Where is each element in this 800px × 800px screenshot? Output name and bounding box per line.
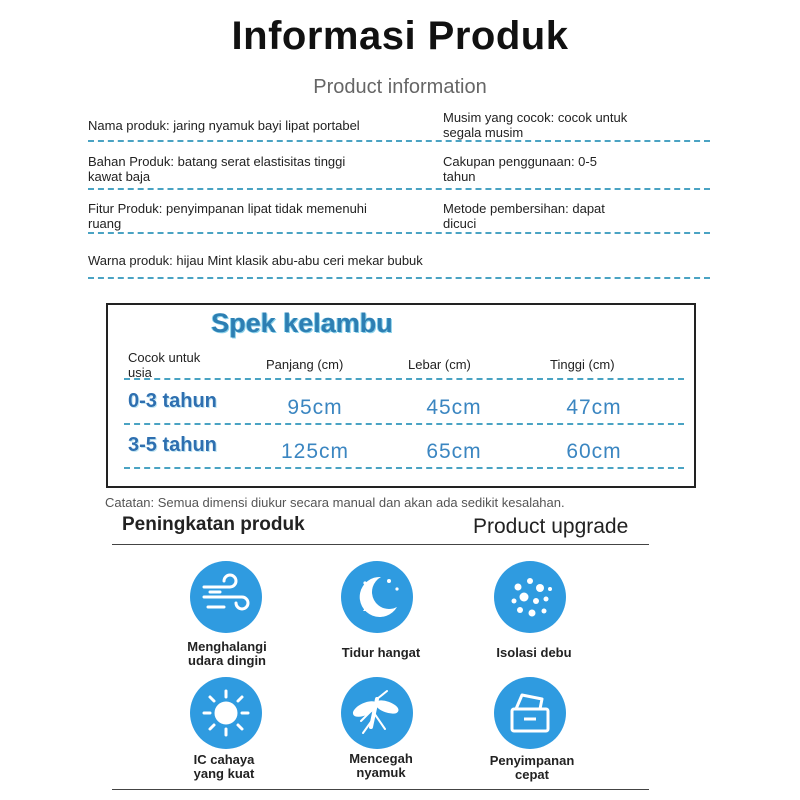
info-cakupan-line1: Cakupan penggunaan: 0-5: [443, 154, 597, 169]
info-fitur-line1: Fitur Produk: penyimpanan lipat tidak memenuhi: [88, 201, 367, 216]
col-header-length: Panjang (cm): [266, 357, 344, 372]
wind-icon: [190, 561, 262, 633]
info-metode: [443, 201, 605, 231]
feature-label: [154, 753, 294, 781]
info-fitur-line2: ruang: [88, 216, 122, 231]
info-cakupan-line2: tahun: [443, 169, 476, 184]
feature-label-line1: Mencegah: [349, 751, 413, 766]
col-header-width: Lebar (cm): [408, 357, 471, 372]
feature-label-line1: Menghalangi: [187, 639, 267, 654]
spec-title: Spek kelambu: [211, 308, 393, 338]
sun-icon: [190, 677, 262, 749]
dust-icon: [494, 561, 566, 633]
row-height: 47cm: [566, 396, 622, 419]
divider: [124, 378, 684, 380]
divider: [124, 423, 684, 425]
divider: [88, 232, 710, 234]
moon-stars-icon: [341, 561, 413, 633]
storage-box-icon: [494, 677, 566, 749]
col-header-age-line1: Cocok untuk: [128, 350, 201, 365]
info-musim-line1: Musim yang cocok: cocok untuk: [443, 110, 628, 125]
feature-label: Tidur hangat: [341, 645, 421, 660]
feature-label: [462, 754, 602, 782]
col-header-age: [128, 350, 200, 380]
page-title: Informasi Produk: [231, 14, 569, 58]
measurement-note: Catatan: Semua dimensi diukur secara manual dan akan ada sedikit kesalahan.: [105, 495, 565, 510]
feature-label-line2: cepat: [515, 767, 549, 782]
upgrade-title-left: Peningkatan produk: [122, 514, 305, 535]
info-fitur: [88, 201, 367, 231]
info-bahan-line2: kawat baja: [88, 169, 151, 184]
divider: [124, 467, 684, 469]
info-cakupan: [443, 154, 597, 184]
col-header-age-line2: usia: [128, 365, 152, 380]
col-header-height: Tinggi (cm): [550, 357, 615, 372]
feature-label-line2: nyamuk: [356, 765, 406, 780]
info-metode-line1: Metode pembersihan: dapat: [443, 201, 605, 216]
feature-label-line2: udara dingin: [188, 653, 266, 668]
row-age: 3-5 tahun: [128, 434, 217, 456]
row-age: 0-3 tahun: [128, 390, 217, 412]
info-nama: Nama produk: jaring nyamuk bayi lipat portabel: [88, 118, 360, 133]
feature-label: [157, 640, 297, 668]
info-bahan: [88, 154, 345, 184]
feature-label-line1: Penyimpanan: [489, 753, 575, 768]
feature-label: Isolasi debu: [496, 645, 572, 660]
divider: [88, 188, 710, 190]
row-width: 45cm: [426, 396, 482, 419]
section-rule: [112, 789, 649, 790]
feature-label-line2: yang kuat: [193, 766, 255, 781]
section-rule: [112, 544, 649, 545]
row-width: 65cm: [426, 440, 482, 463]
info-musim-line2: segala musim: [443, 125, 524, 140]
info-warna: Warna produk: hijau Mint klasik abu-abu ceri mekar bubuk: [88, 253, 423, 268]
row-length: 95cm: [287, 396, 343, 419]
row-length: 125cm: [280, 440, 350, 463]
mosquito-icon: [341, 677, 413, 749]
row-height: 60cm: [566, 440, 622, 463]
info-musim: [443, 110, 627, 140]
page-subtitle: Product information: [313, 76, 487, 98]
feature-label: [311, 752, 451, 780]
upgrade-title-right: Product upgrade: [473, 515, 629, 538]
info-metode-line2: dicuci: [443, 216, 477, 231]
divider: [88, 140, 710, 142]
divider: [88, 277, 710, 279]
info-bahan-line1: Bahan Produk: batang serat elastisitas tinggi: [88, 154, 346, 169]
feature-label-line1: IC cahaya: [193, 752, 255, 767]
